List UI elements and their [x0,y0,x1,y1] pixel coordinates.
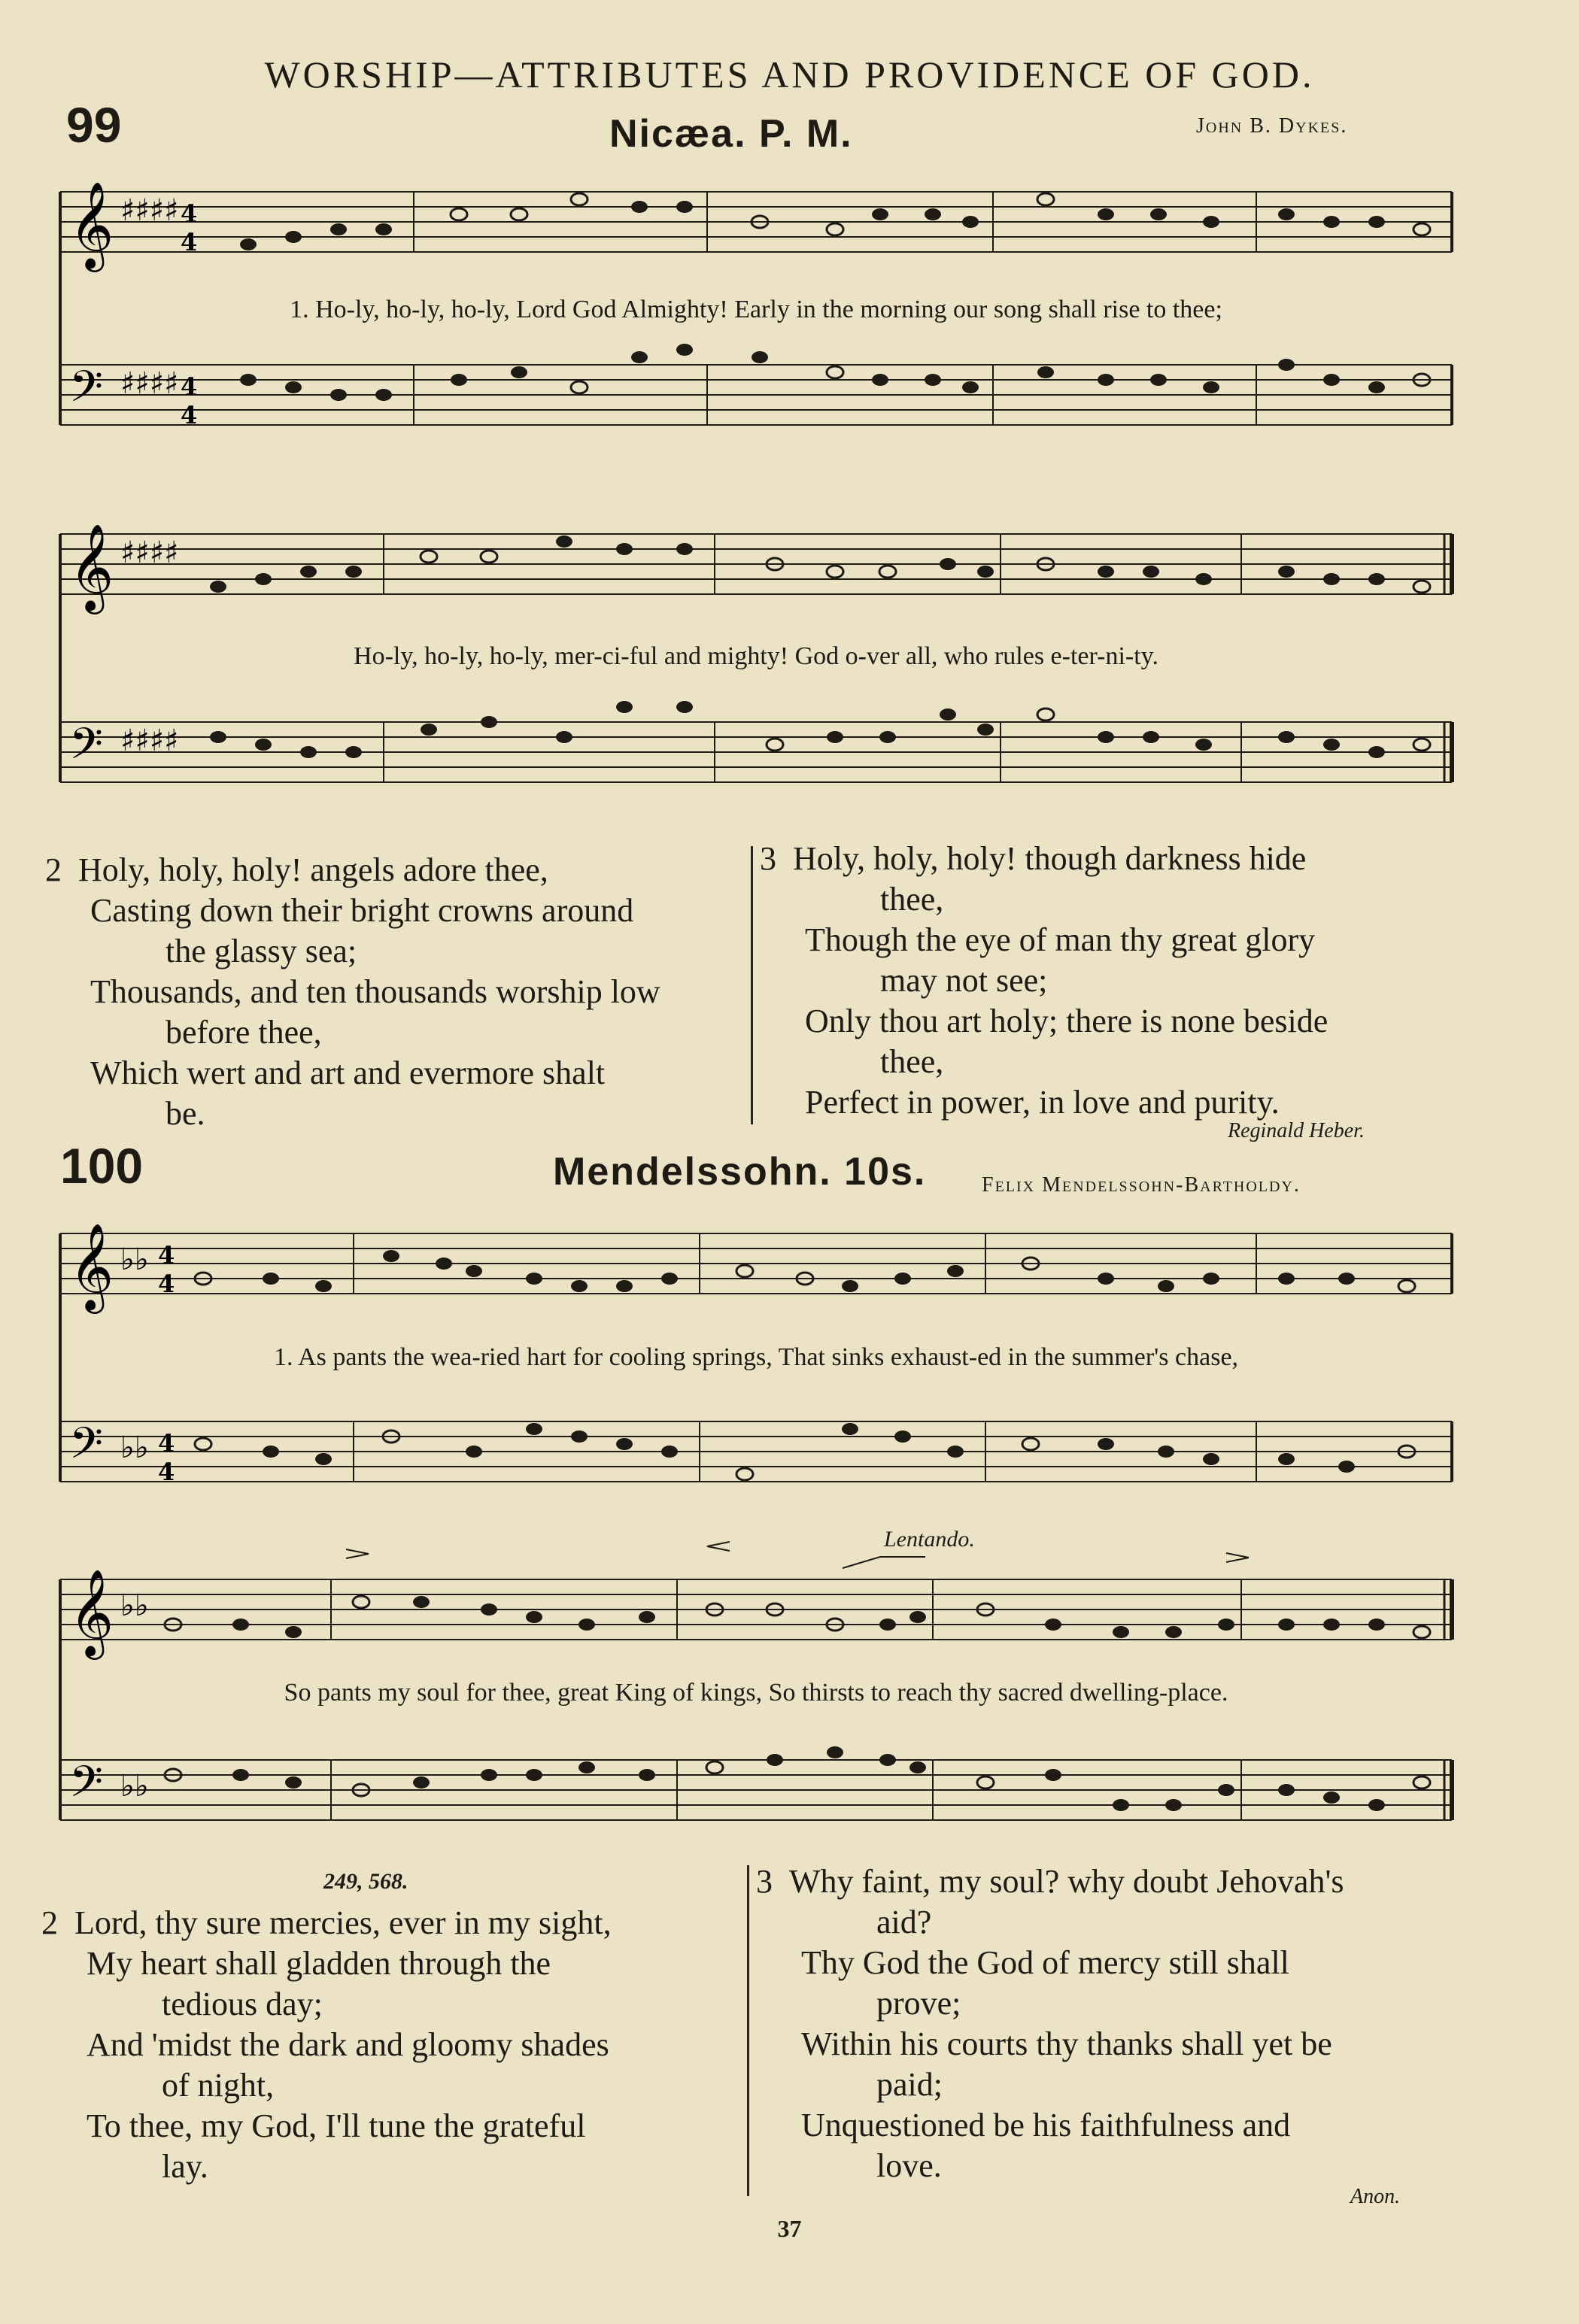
bass-clef: 𝄢 [69,361,104,423]
verse-line: before thee, [165,1014,322,1051]
time-signature-bottom: 4 [181,228,198,256]
treble-staff [60,534,1452,594]
verse-line: love. [876,2147,942,2184]
bass-staff [60,365,1452,425]
tempo-marking: Lentando. [884,1527,975,1552]
verse-line: Thousands, and ten thousands worship low [90,973,660,1010]
treble-staff [60,192,1452,252]
key-signature-bass: ♯♯♯♯ [120,724,179,758]
verse-line: And 'midst the dark and gloomy shades [87,2026,609,2063]
time-signature-top-bass: 4 [158,1429,175,1458]
verse-line: paid; [876,2066,943,2103]
hymn-100-composer: Felix Mendelssohn-Bartholdy. [982,1173,1301,1197]
verse-line: Which wert and art and evermore shalt [90,1054,606,1091]
hymn-99-lyric-line-2: Ho-ly, ho-ly, ho-ly, mer-ci-ful and mighty! God o-ver all, who rules e-ter-ni-ty. [354,642,1158,670]
verse-line: prove; [876,1985,961,2022]
verse-line: tedious day; [162,1986,323,2022]
time-signature-top: 4 [181,199,198,228]
hymn-100-verse-3 [756,1861,1478,2186]
hymn-100-system-2 [53,1534,1459,1858]
hymn-99-system-2 [53,489,1459,812]
hymn-99-verse-2 [45,850,745,1134]
hymn-99-author: Reginald Heber. [1228,1119,1365,1142]
column-rule [751,846,753,1124]
hymn-100-tune-name: Mendelssohn. 10s. [553,1150,927,1194]
hymn-99-system-1 [53,162,1459,463]
verse-line: may not see; [880,962,1048,999]
bass-clef: 𝄢 [69,1756,104,1818]
key-signature-bass: ♯♯♯♯ [120,366,179,401]
verse-line: Unquestioned be his faithfulness and [801,2107,1291,2143]
verse-number: 3 [756,1863,773,1900]
key-signature-treble: ♭♭ [120,1588,149,1623]
key-signature-bass: ♭♭ [120,1431,149,1465]
verse-number: 2 [41,1904,58,1941]
verse-number: 2 [45,851,62,888]
verse-line: Though the eye of man thy great glory [805,921,1316,958]
hymn-100-system-1 [53,1203,1459,1512]
bass-staff [60,1760,1452,1820]
key-signature-treble: ♭♭ [120,1242,149,1277]
treble-clef: 𝄞 [69,1568,114,1656]
verse-line: aid? [876,1904,932,1940]
bass-clef: 𝄢 [69,1418,104,1479]
hymn-100-number: 100 [60,1138,144,1194]
hymn-100-verse-2 [41,1903,749,2187]
time-signature-top-bass: 4 [181,372,198,401]
verse-line: the glassy sea; [165,933,357,969]
bass-staff [60,722,1452,782]
hymn-99-lyric-line-1: 1. Ho-ly, ho-ly, ho-ly, Lord God Almighty! Early in the morning our song shall rise to thee; [290,296,1222,323]
key-signature-bass: ♭♭ [120,1769,149,1804]
hymn-99-tune-name: Nicæa. P. M. [609,112,853,156]
verse-line: Why faint, my soul? why doubt Jehovah's [789,1863,1344,1900]
time-signature-bottom-bass: 4 [181,401,198,429]
bass-clef: 𝄢 [69,718,104,780]
hymn-99-verse-3 [760,839,1482,1123]
hymn-100-lyric-line-1: 1. As pants the wea-ried hart for cooling springs, That sinks exhaust-ed in the summer's chase, [273,1343,1239,1371]
verse-line: lay. [162,2148,208,2185]
key-signature-treble: ♯♯♯♯ [120,193,179,228]
treble-clef: 𝄞 [69,523,114,611]
verse-line: Casting down their bright crowns around [90,892,634,929]
verse-line: thee, [880,881,944,918]
hymn-99-composer: John B. Dykes. [1196,114,1348,138]
page-number: 37 [777,2215,802,2242]
verse-line: of night, [162,2067,275,2104]
verse-number: 3 [760,840,776,877]
key-signature-treble: ♯♯♯♯ [120,535,179,570]
verse-line: Lord, thy sure mercies, ever in my sight, [74,1904,612,1941]
verse-line: Only thou art holy; there is none beside [805,1003,1328,1039]
hymn-100-author: Anon. [1350,2185,1401,2208]
hymn-99-number: 99 [66,97,122,153]
verse-line: Thy God the God of mercy still shall [801,1944,1289,1981]
column-rule [747,1865,749,2196]
treble-clef: 𝄞 [69,181,114,269]
hymn-100-lyric-line-2: So pants my soul for thee, great King of kings, So thirsts to reach thy sacred dwelling-place. [284,1679,1228,1707]
time-signature-top: 4 [158,1241,175,1270]
cross-reference: 249, 568. [323,1869,408,1894]
verse-line: My heart shall gladden through the [87,1945,551,1982]
verse-line: To thee, my God, I'll tune the grateful [87,2107,586,2144]
treble-staff [60,1233,1452,1294]
verse-line: Within his courts thy thanks shall yet be [801,2025,1332,2062]
running-head: WORSHIP—ATTRIBUTES AND PROVIDENCE OF GOD. [264,53,1315,96]
treble-staff [60,1579,1452,1640]
verse-line: Holy, holy, holy! angels adore thee, [78,851,548,888]
verse-line: Perfect in power, in love and purity. [805,1084,1280,1121]
accent-marks [346,1542,1249,1568]
treble-clef: 𝄞 [69,1222,114,1310]
time-signature-bottom: 4 [158,1270,175,1298]
verse-line: thee, [880,1043,944,1080]
verse-line: be. [165,1095,205,1132]
time-signature-bottom-bass: 4 [158,1458,175,1486]
verse-line: Holy, holy, holy! though darkness hide [793,840,1307,877]
